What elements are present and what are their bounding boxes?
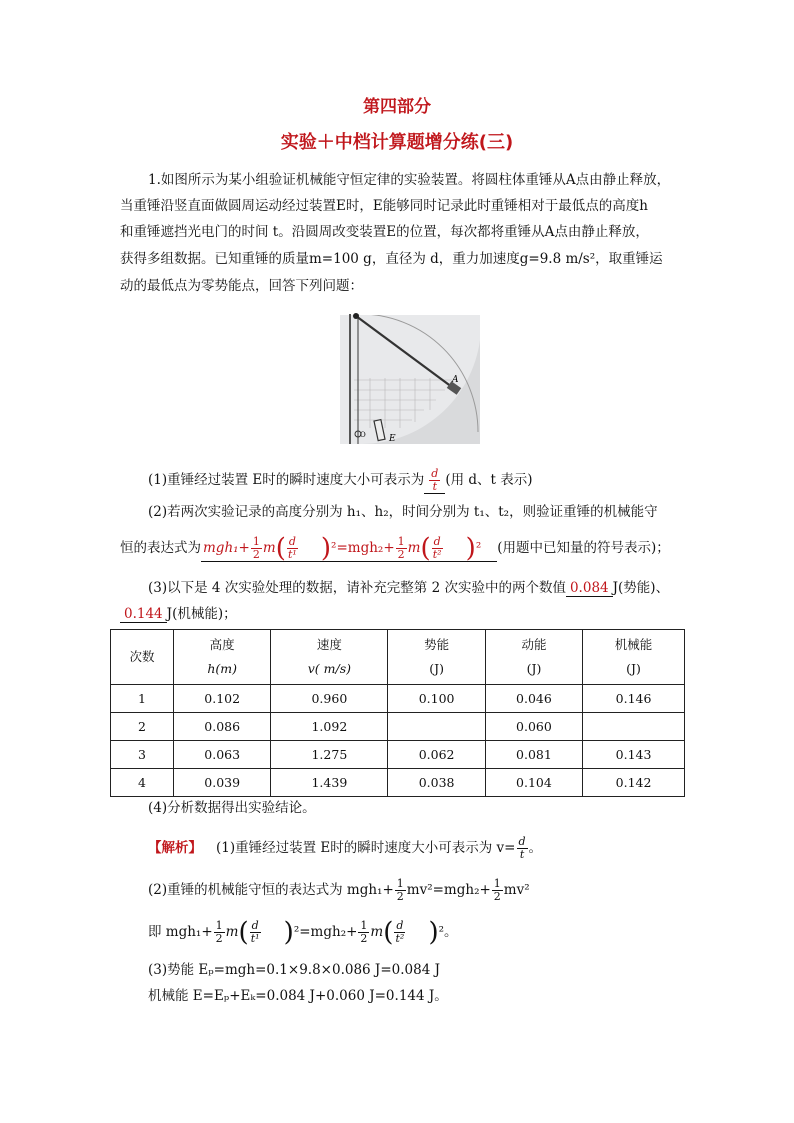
table-cell: 0.142 [583, 769, 685, 797]
table-cell: 3 [111, 741, 174, 769]
q3-answer-2: 0.144 [120, 606, 167, 623]
table-cell: 0.086 [174, 713, 271, 741]
table-row [111, 713, 685, 741]
header-cell: 机械能 (J) [583, 630, 685, 685]
header-cell: 速度 v( m/s) [271, 630, 388, 685]
solution-line-1: 【解析】 (1)重锤经过装置 E时的瞬时速度大小可表示为 v= $\frac{d}{t}$ 。 [148, 835, 543, 861]
table-cell: 1.275 [271, 741, 388, 769]
q1-text: (1)重锤经过装置 E时的瞬时速度大小可表示为 [148, 472, 425, 488]
solution-line-5: 机械能 E=Eₚ+Eₖ=0.084 J+0.060 J=0.144 J。 [148, 988, 448, 1004]
table-cell: 0.100 [388, 685, 485, 713]
table-cell: 4 [111, 769, 174, 797]
solution-line-3: 即 mgh₁+ $\frac{1}{2}$ m( $\frac{d}{\text{t¹}}$ )²=mgh₂+ $\frac{1}{2}$ m( $\frac{d}{\text{t²}}$ )²。 [148, 917, 458, 948]
question-2-line-1: (2)若两次实验记录的高度分别为 h₁、h₂，时间分别为 t₁、t₂，则验证重锤的机械能守 [148, 504, 658, 520]
table-row [111, 769, 685, 797]
table-cell: 0.062 [388, 741, 485, 769]
question-3-line-1: (3)以下是 4 次实验处理的数据，请补充完整第 2 次实验中的两个数值 0.084 J(势能)、 [148, 580, 670, 596]
table-cell: 1.439 [271, 769, 388, 797]
label-o: O [360, 431, 366, 439]
table-cell [583, 713, 685, 741]
table-cell: 0.102 [174, 685, 271, 713]
problem-line-1: 1.如图所示为某小组验证机械能守恒定律的实验装置。将圆柱体重锤从A点由静止释放， [148, 172, 671, 188]
header-cell: 动能 (J) [485, 630, 582, 685]
data-table [110, 629, 685, 797]
table-cell: 0.143 [583, 741, 685, 769]
problem-line-5: 动的最低点为零势能点，回答下列问题： [120, 278, 363, 294]
solution-tag: 【解析】 [148, 840, 202, 856]
table-cell: 0.960 [271, 685, 388, 713]
label-e: E [389, 434, 396, 444]
table-cell: 0.046 [485, 685, 582, 713]
label-a: A [452, 375, 459, 385]
table-cell [388, 713, 485, 741]
problem-line-4: 获得多组数据。已知重锤的质量m=100 g，直径为 d，重力加速度g=9.8 m/s²，取重锤运 [120, 251, 663, 267]
table-cell: 0.081 [485, 741, 582, 769]
question-2-line-2: 恒的表达式为 mgh₁+ $\frac{1}{2}$ m( $\frac{d}{\text{t¹}}$ )²=mgh₂+ $\frac{1}{2}$ m( $\frac{d}{\text{t²}}$ )² (用题中已知量的符号表示)； [120, 533, 670, 564]
table-row [111, 741, 685, 769]
table-cell: 0.146 [583, 685, 685, 713]
q2-answer: mgh₁+ $\frac{1}{2}$ m( $\frac{d}{\text{t¹}}$ )²=mgh₂+ $\frac{1}{2}$ m( $\frac{d}{\text{t²}}$ )² [201, 536, 497, 562]
q1-answer: $\frac{d}{t}$ [424, 468, 445, 494]
table-row [111, 685, 685, 713]
table-cell: 0.104 [485, 769, 582, 797]
question-4: (4)分析数据得出实验结论。 [148, 800, 316, 816]
question-1: (1)重锤经过装置 E时的瞬时速度大小可表示为 $\frac{d}{t}$ (用 d、t 表示) [148, 467, 533, 493]
problem-line-3: 和重锤遮挡光电门的时间 t。沿圆周改变装置E的位置，每次都将重锤从A点由静止释放， [120, 224, 649, 240]
table-cell: 0.038 [388, 769, 485, 797]
header-cell: 高度 h(m) [174, 630, 271, 685]
solution-line-2: (2)重锤的机械能守恒的表达式为 mgh₁+ $\frac{1}{2}$ mv²=mgh₂+ $\frac{1}{2}$ mv² [148, 877, 530, 903]
problem-line-2: 当重锤沿竖直面做圆周运动经过装置E时，E能够同时记录此时重锤相对于最低点的高度h [120, 198, 648, 214]
apparatus-figure [340, 310, 480, 444]
part-title: 第四部分 [363, 97, 431, 117]
q3-answer-1: 0.084 [566, 580, 613, 597]
table-cell: 0.039 [174, 769, 271, 797]
section-title: 实验＋中档计算题增分练(三) [280, 132, 514, 153]
table-cell: 2 [111, 713, 174, 741]
table-cell: 0.063 [174, 741, 271, 769]
table-cell: 1 [111, 685, 174, 713]
header-cell: 次数 [111, 630, 174, 685]
table-header-row [111, 630, 685, 685]
header-cell: 势能 (J) [388, 630, 485, 685]
solution-line-4: (3)势能 Eₚ=mgh=0.1×9.8×0.086 J=0.084 J [148, 962, 441, 978]
table-cell: 0.060 [485, 713, 582, 741]
table-cell: 1.092 [271, 713, 388, 741]
question-3-line-2: 0.144 J(机械能)； [120, 606, 237, 623]
